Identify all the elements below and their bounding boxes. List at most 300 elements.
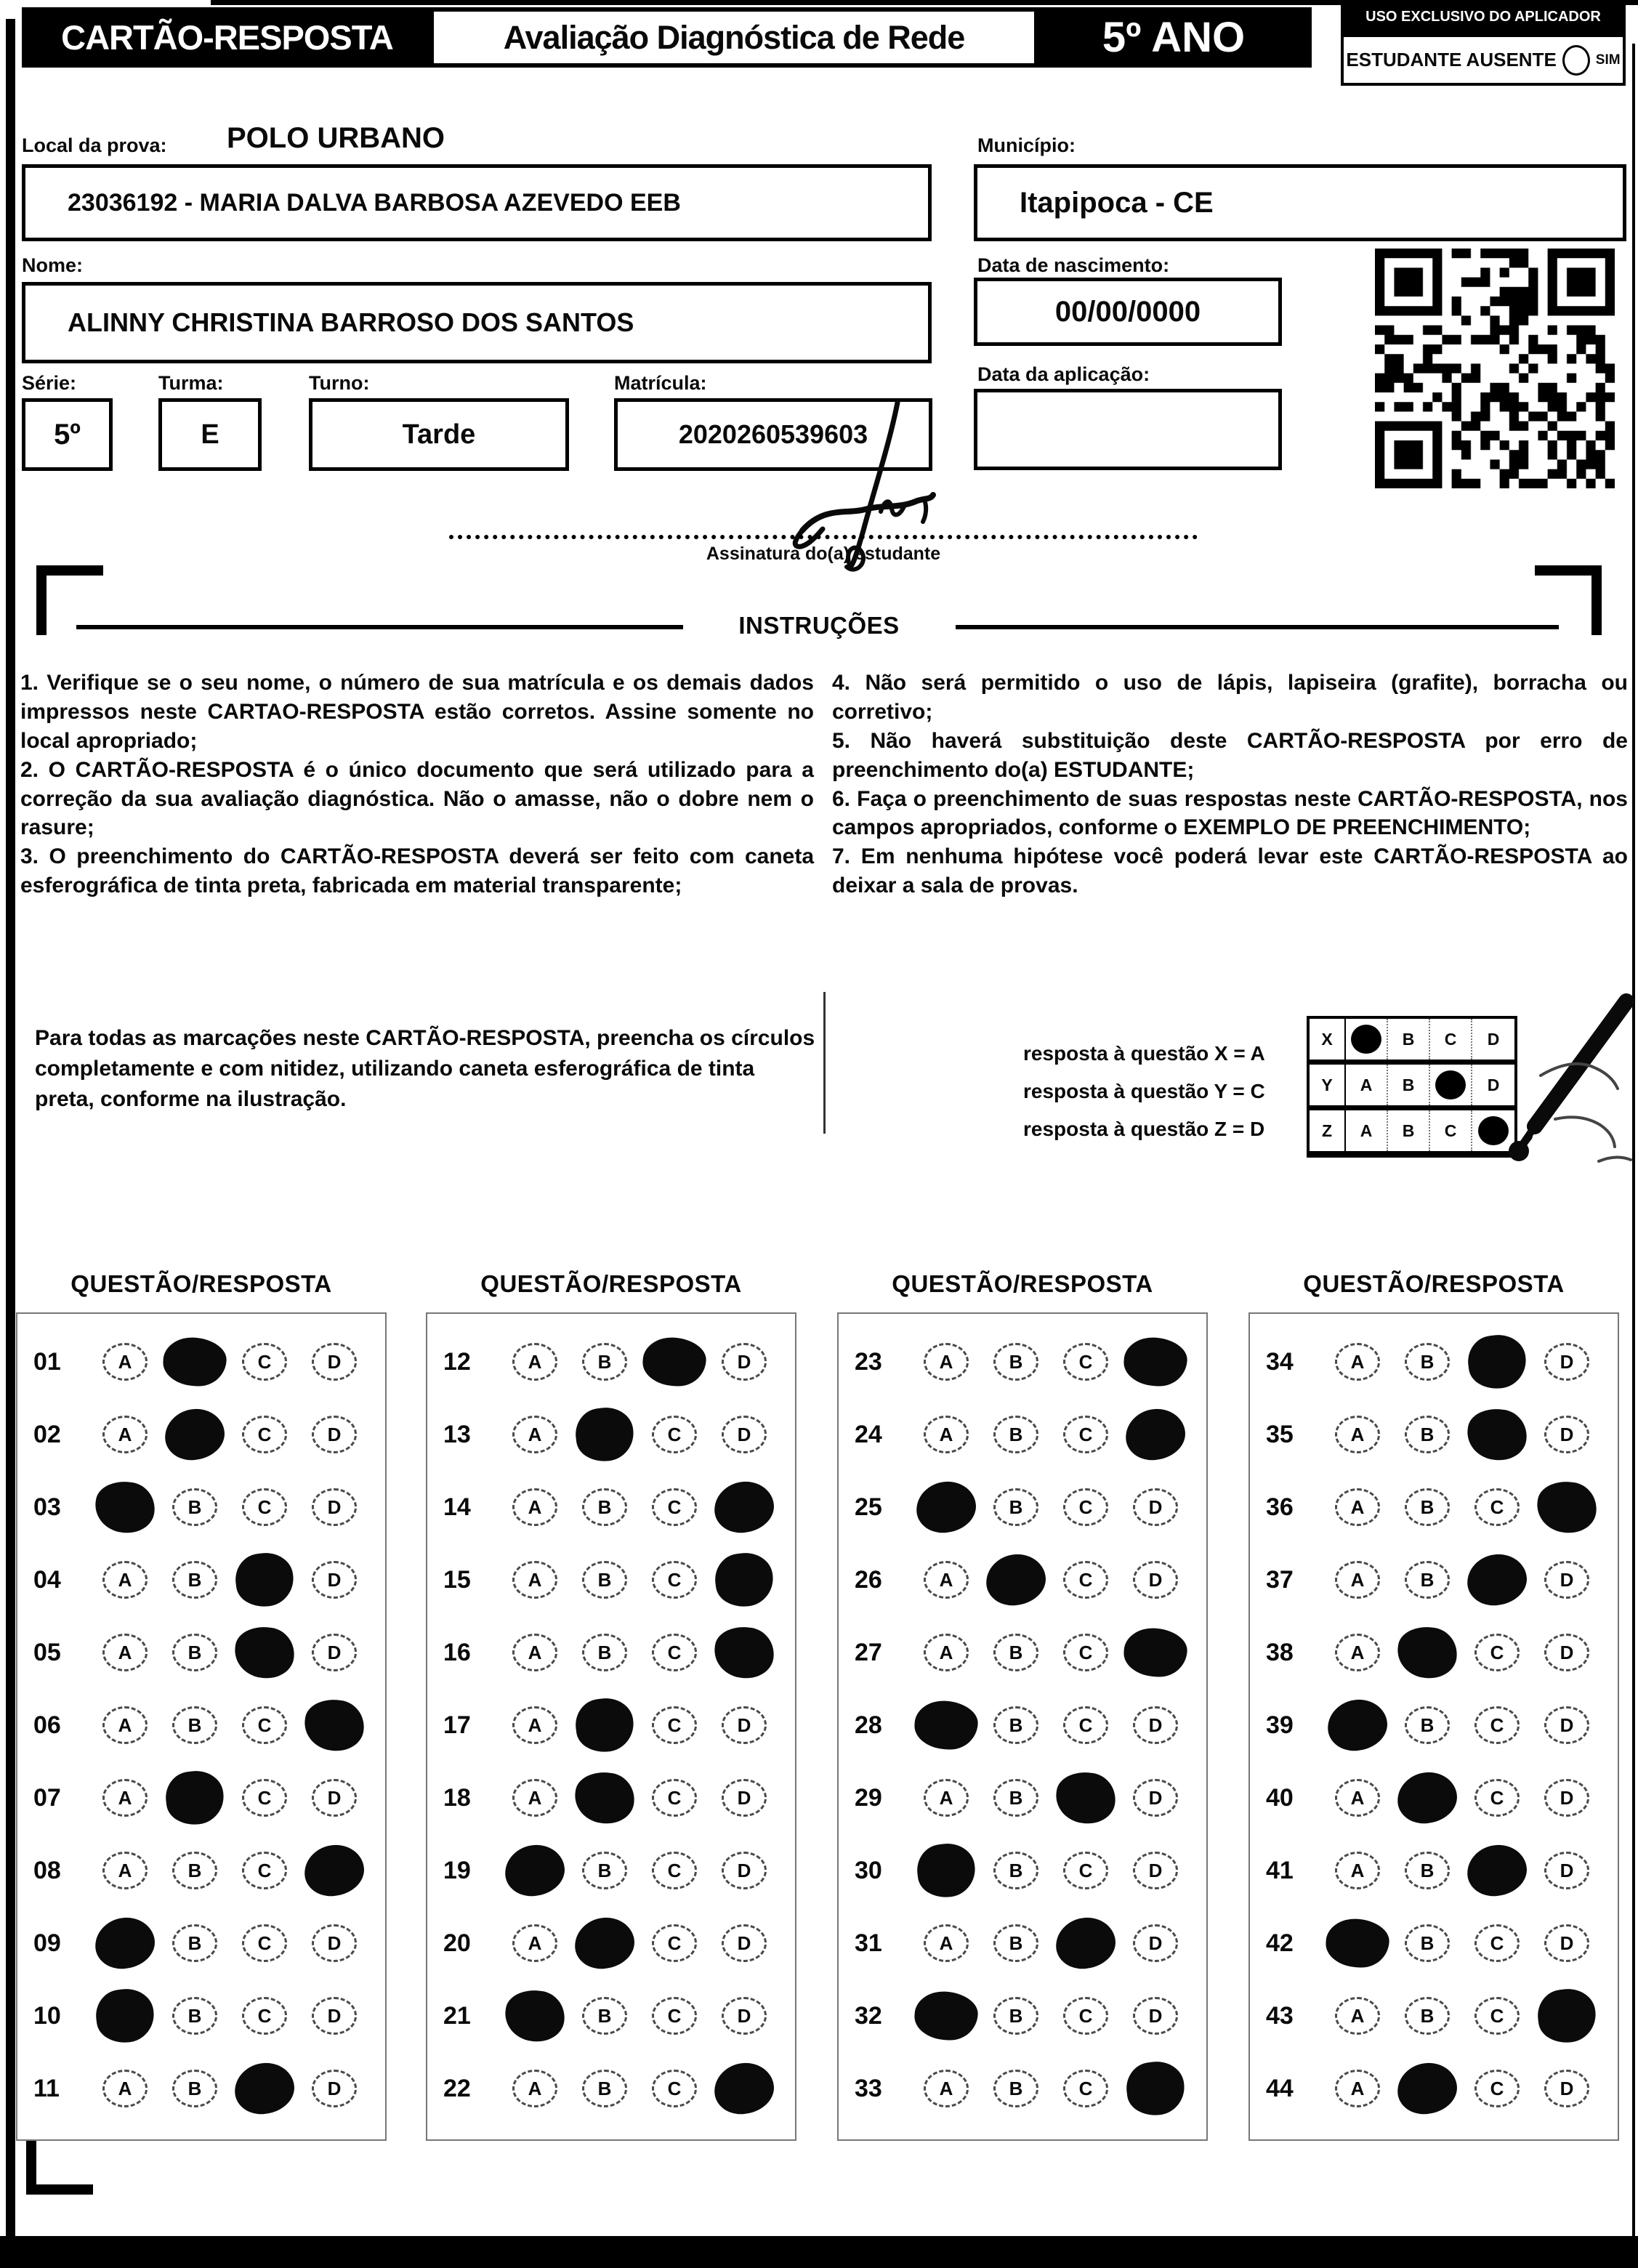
answer-bubble-D[interactable]: [1544, 2070, 1589, 2107]
option-slot-B[interactable]: [1392, 2063, 1462, 2114]
option-slot-A[interactable]: [500, 2070, 570, 2107]
option-slot-B[interactable]: [981, 1554, 1051, 1605]
answer-bubble-B[interactable]: [172, 1852, 217, 1889]
option-slot-C[interactable]: [1051, 2070, 1121, 2107]
answer-bubble-B[interactable]: [1405, 1852, 1450, 1889]
answer-bubble-A[interactable]: [924, 1343, 969, 1381]
answer-bubble-C[interactable]: [652, 1416, 697, 1453]
option-slot-C[interactable]: [640, 1488, 709, 1526]
option-slot-D[interactable]: [709, 1627, 779, 1678]
option-slot-C[interactable]: [640, 1997, 709, 2035]
aplicacao-field[interactable]: [974, 389, 1282, 470]
option-slot-B[interactable]: [570, 1700, 640, 1751]
option-slot-B[interactable]: [1392, 1924, 1462, 1962]
answer-bubble-D[interactable]: [312, 1634, 357, 1671]
option-slot-B[interactable]: [160, 1634, 230, 1671]
option-slot-B[interactable]: [570, 1488, 640, 1526]
answer-bubble-D[interactable]: [312, 1343, 357, 1381]
option-slot-B[interactable]: [1392, 1706, 1462, 1744]
option-slot-C[interactable]: [1462, 1779, 1532, 1817]
answer-bubble-C[interactable]: [242, 1488, 287, 1526]
option-slot-A[interactable]: [1323, 1779, 1392, 1817]
option-slot-C[interactable]: [1462, 2070, 1532, 2107]
option-slot-A[interactable]: [90, 1416, 160, 1453]
option-slot-A[interactable]: [90, 1343, 160, 1381]
option-slot-B[interactable]: [1392, 1561, 1462, 1599]
option-slot-B[interactable]: [160, 1706, 230, 1744]
answer-bubble-B[interactable]: [993, 1779, 1038, 1817]
answer-bubble-D[interactable]: [722, 1924, 767, 1962]
answer-bubble-C[interactable]: [652, 1852, 697, 1889]
option-slot-D[interactable]: [1121, 1561, 1190, 1599]
option-slot-A[interactable]: [500, 1990, 570, 2041]
answer-bubble-C[interactable]: [1474, 1997, 1520, 2035]
answer-bubble-D[interactable]: [1133, 1924, 1178, 1962]
answer-bubble-A[interactable]: [512, 2070, 557, 2107]
option-slot-C[interactable]: [1051, 1706, 1121, 1744]
answer-bubble-B[interactable]: [172, 1561, 217, 1599]
answer-bubble-A[interactable]: [1335, 1852, 1380, 1889]
answer-bubble-B[interactable]: [993, 1343, 1038, 1381]
option-slot-B[interactable]: [981, 1343, 1051, 1381]
option-slot-D[interactable]: [709, 1416, 779, 1453]
option-slot-D[interactable]: [1532, 1779, 1602, 1817]
answer-bubble-B[interactable]: [582, 1997, 627, 2035]
option-slot-A[interactable]: [911, 2070, 981, 2107]
answer-bubble-B[interactable]: [993, 2070, 1038, 2107]
option-slot-B[interactable]: [570, 1561, 640, 1599]
answer-bubble-C[interactable]: [242, 1924, 287, 1962]
option-slot-B[interactable]: [981, 1488, 1051, 1526]
option-slot-C[interactable]: [640, 1779, 709, 1817]
answer-bubble-D[interactable]: [722, 1706, 767, 1744]
option-slot-A[interactable]: [90, 1779, 160, 1817]
answer-bubble-D[interactable]: [1133, 1488, 1178, 1526]
option-slot-C[interactable]: [230, 2063, 299, 2114]
answer-bubble-A[interactable]: [1335, 1779, 1380, 1817]
answer-bubble-B[interactable]: [582, 1343, 627, 1381]
answer-bubble-A[interactable]: [924, 1924, 969, 1962]
option-slot-D[interactable]: [1121, 1409, 1190, 1460]
option-slot-B[interactable]: [981, 1634, 1051, 1671]
answer-bubble-B[interactable]: [1405, 1997, 1450, 2035]
answer-bubble-D[interactable]: [1544, 1706, 1589, 1744]
option-slot-B[interactable]: [981, 1924, 1051, 1962]
option-slot-D[interactable]: [709, 1554, 779, 1605]
option-slot-D[interactable]: [299, 1343, 369, 1381]
option-slot-A[interactable]: [911, 1845, 981, 1896]
option-slot-A[interactable]: [90, 2070, 160, 2107]
answer-bubble-D[interactable]: [722, 1416, 767, 1453]
answer-bubble-D[interactable]: [1544, 1924, 1589, 1962]
answer-bubble-C[interactable]: [1063, 2070, 1108, 2107]
option-slot-B[interactable]: [1392, 1416, 1462, 1453]
option-slot-D[interactable]: [1121, 1488, 1190, 1526]
answer-bubble-A[interactable]: [924, 1561, 969, 1599]
answer-bubble-B[interactable]: [993, 1488, 1038, 1526]
option-slot-B[interactable]: [570, 1772, 640, 1823]
answer-bubble-C[interactable]: [1474, 1924, 1520, 1962]
answer-bubble-C[interactable]: [1063, 1561, 1108, 1599]
answer-bubble-C[interactable]: [1474, 1634, 1520, 1671]
option-slot-A[interactable]: [911, 1482, 981, 1533]
option-slot-C[interactable]: [640, 1561, 709, 1599]
option-slot-A[interactable]: [90, 1918, 160, 1969]
answer-bubble-A[interactable]: [1335, 1416, 1380, 1453]
option-slot-C[interactable]: [230, 1997, 299, 2035]
option-slot-B[interactable]: [160, 1924, 230, 1962]
answer-bubble-C[interactable]: [242, 1416, 287, 1453]
answer-bubble-C[interactable]: [1063, 1416, 1108, 1453]
option-slot-C[interactable]: [230, 1779, 299, 1817]
answer-bubble-C[interactable]: [652, 1779, 697, 1817]
option-slot-C[interactable]: [1462, 1997, 1532, 2035]
option-slot-D[interactable]: [1121, 1779, 1190, 1817]
option-slot-A[interactable]: [500, 1924, 570, 1962]
answer-bubble-B[interactable]: [993, 1706, 1038, 1744]
option-slot-A[interactable]: [1323, 1918, 1392, 1969]
option-slot-C[interactable]: [1051, 1997, 1121, 2035]
option-slot-D[interactable]: [299, 1779, 369, 1817]
option-slot-C[interactable]: [1051, 1634, 1121, 1671]
answer-bubble-B[interactable]: [993, 1924, 1038, 1962]
option-slot-B[interactable]: [981, 1852, 1051, 1889]
answer-bubble-D[interactable]: [1133, 1561, 1178, 1599]
option-slot-C[interactable]: [1051, 1918, 1121, 1969]
option-slot-B[interactable]: [1392, 1772, 1462, 1823]
answer-bubble-A[interactable]: [102, 2070, 148, 2107]
option-slot-C[interactable]: [640, 1634, 709, 1671]
answer-bubble-B[interactable]: [993, 1634, 1038, 1671]
option-slot-A[interactable]: [911, 1343, 981, 1381]
answer-bubble-A[interactable]: [512, 1416, 557, 1453]
option-slot-C[interactable]: [1051, 1343, 1121, 1381]
option-slot-A[interactable]: [1323, 1488, 1392, 1526]
answer-bubble-C[interactable]: [1474, 1779, 1520, 1817]
option-slot-A[interactable]: [500, 1634, 570, 1671]
answer-bubble-B[interactable]: [172, 1997, 217, 2035]
option-slot-A[interactable]: [1323, 1561, 1392, 1599]
option-slot-D[interactable]: [709, 1924, 779, 1962]
answer-bubble-C[interactable]: [1063, 1997, 1108, 2035]
option-slot-B[interactable]: [1392, 1343, 1462, 1381]
option-slot-A[interactable]: [911, 1561, 981, 1599]
option-slot-B[interactable]: [1392, 1997, 1462, 2035]
answer-bubble-A[interactable]: [102, 1634, 148, 1671]
option-slot-C[interactable]: [1051, 1488, 1121, 1526]
option-slot-B[interactable]: [981, 1997, 1051, 2035]
option-slot-C[interactable]: [230, 1488, 299, 1526]
option-slot-A[interactable]: [500, 1561, 570, 1599]
answer-bubble-C[interactable]: [1474, 1706, 1520, 1744]
option-slot-C[interactable]: [1462, 1409, 1532, 1460]
option-slot-D[interactable]: [1121, 1627, 1190, 1678]
answer-bubble-C[interactable]: [242, 1706, 287, 1744]
option-slot-B[interactable]: [1392, 1852, 1462, 1889]
option-slot-D[interactable]: [299, 1924, 369, 1962]
option-slot-A[interactable]: [911, 1416, 981, 1453]
answer-bubble-A[interactable]: [1335, 1343, 1380, 1381]
option-slot-D[interactable]: [709, 1852, 779, 1889]
option-slot-C[interactable]: [640, 1706, 709, 1744]
answer-bubble-C[interactable]: [242, 1343, 287, 1381]
answer-bubble-D[interactable]: [312, 1561, 357, 1599]
answer-bubble-A[interactable]: [102, 1706, 148, 1744]
option-slot-D[interactable]: [1532, 1990, 1602, 2041]
answer-bubble-D[interactable]: [722, 1343, 767, 1381]
answer-bubble-A[interactable]: [1335, 1634, 1380, 1671]
answer-bubble-A[interactable]: [1335, 2070, 1380, 2107]
option-slot-C[interactable]: [1462, 1634, 1532, 1671]
option-slot-A[interactable]: [911, 1924, 981, 1962]
option-slot-D[interactable]: [299, 1700, 369, 1751]
answer-bubble-A[interactable]: [512, 1779, 557, 1817]
answer-bubble-C[interactable]: [1474, 2070, 1520, 2107]
answer-bubble-C[interactable]: [1063, 1634, 1108, 1671]
option-slot-D[interactable]: [1532, 1343, 1602, 1381]
option-slot-C[interactable]: [230, 1924, 299, 1962]
option-slot-A[interactable]: [1323, 1634, 1392, 1671]
answer-bubble-A[interactable]: [924, 1779, 969, 1817]
answer-bubble-B[interactable]: [1405, 1706, 1450, 1744]
option-slot-A[interactable]: [1323, 1343, 1392, 1381]
option-slot-C[interactable]: [640, 1924, 709, 1962]
answer-bubble-B[interactable]: [172, 1634, 217, 1671]
answer-bubble-B[interactable]: [1405, 1343, 1450, 1381]
answer-bubble-A[interactable]: [924, 1634, 969, 1671]
answer-bubble-A[interactable]: [512, 1488, 557, 1526]
answer-bubble-B[interactable]: [993, 1416, 1038, 1453]
answer-bubble-D[interactable]: [312, 1416, 357, 1453]
answer-bubble-C[interactable]: [242, 1779, 287, 1817]
answer-bubble-A[interactable]: [924, 1416, 969, 1453]
answer-bubble-B[interactable]: [993, 1997, 1038, 2035]
answer-bubble-A[interactable]: [102, 1561, 148, 1599]
answer-bubble-B[interactable]: [582, 1561, 627, 1599]
option-slot-B[interactable]: [160, 2070, 230, 2107]
answer-bubble-A[interactable]: [512, 1706, 557, 1744]
signature-line[interactable]: [449, 509, 1198, 539]
option-slot-B[interactable]: [570, 1634, 640, 1671]
option-slot-D[interactable]: [299, 1997, 369, 2035]
answer-bubble-D[interactable]: [1133, 1997, 1178, 2035]
option-slot-C[interactable]: [1462, 1845, 1532, 1896]
option-slot-D[interactable]: [1121, 1852, 1190, 1889]
option-slot-C[interactable]: [1462, 1336, 1532, 1387]
option-slot-B[interactable]: [570, 1918, 640, 1969]
option-slot-D[interactable]: [1121, 1706, 1190, 1744]
answer-bubble-D[interactable]: [312, 1924, 357, 1962]
option-slot-B[interactable]: [160, 1488, 230, 1526]
option-slot-D[interactable]: [1121, 1336, 1190, 1387]
option-slot-D[interactable]: [1121, 1997, 1190, 2035]
option-slot-A[interactable]: [911, 1634, 981, 1671]
option-slot-C[interactable]: [1462, 1488, 1532, 1526]
option-slot-A[interactable]: [500, 1779, 570, 1817]
answer-bubble-A[interactable]: [512, 1924, 557, 1962]
option-slot-A[interactable]: [911, 1990, 981, 2041]
option-slot-C[interactable]: [1051, 1772, 1121, 1823]
answer-bubble-D[interactable]: [722, 1779, 767, 1817]
answer-bubble-D[interactable]: [1544, 1634, 1589, 1671]
answer-bubble-C[interactable]: [1063, 1852, 1108, 1889]
answer-bubble-B[interactable]: [582, 1634, 627, 1671]
option-slot-D[interactable]: [1532, 2070, 1602, 2107]
answer-bubble-C[interactable]: [652, 1997, 697, 2035]
option-slot-A[interactable]: [90, 1634, 160, 1671]
answer-bubble-A[interactable]: [102, 1852, 148, 1889]
answer-bubble-B[interactable]: [993, 1852, 1038, 1889]
answer-bubble-D[interactable]: [312, 1488, 357, 1526]
option-slot-C[interactable]: [1462, 1554, 1532, 1605]
option-slot-A[interactable]: [1323, 2070, 1392, 2107]
answer-bubble-A[interactable]: [924, 2070, 969, 2107]
option-slot-A[interactable]: [90, 1852, 160, 1889]
option-slot-C[interactable]: [640, 2070, 709, 2107]
answer-bubble-C[interactable]: [242, 1997, 287, 2035]
answer-bubble-D[interactable]: [1133, 1706, 1178, 1744]
option-slot-A[interactable]: [500, 1845, 570, 1896]
answer-bubble-A[interactable]: [1335, 1561, 1380, 1599]
option-slot-B[interactable]: [160, 1772, 230, 1823]
option-slot-B[interactable]: [981, 2070, 1051, 2107]
option-slot-A[interactable]: [1323, 1700, 1392, 1751]
option-slot-A[interactable]: [500, 1706, 570, 1744]
answer-bubble-A[interactable]: [1335, 1488, 1380, 1526]
answer-bubble-B[interactable]: [1405, 1924, 1450, 1962]
option-slot-C[interactable]: [640, 1416, 709, 1453]
answer-bubble-D[interactable]: [1133, 1852, 1178, 1889]
option-slot-D[interactable]: [1532, 1482, 1602, 1533]
option-slot-C[interactable]: [230, 1416, 299, 1453]
answer-bubble-B[interactable]: [1405, 1488, 1450, 1526]
option-slot-D[interactable]: [1532, 1852, 1602, 1889]
option-slot-B[interactable]: [570, 2070, 640, 2107]
option-slot-B[interactable]: [981, 1706, 1051, 1744]
answer-bubble-B[interactable]: [582, 1488, 627, 1526]
option-slot-B[interactable]: [160, 1852, 230, 1889]
option-slot-D[interactable]: [1532, 1416, 1602, 1453]
option-slot-A[interactable]: [1323, 1416, 1392, 1453]
answer-bubble-D[interactable]: [312, 2070, 357, 2107]
option-slot-A[interactable]: [911, 1700, 981, 1751]
option-slot-B[interactable]: [160, 1561, 230, 1599]
option-slot-D[interactable]: [299, 1488, 369, 1526]
option-slot-D[interactable]: [299, 1561, 369, 1599]
option-slot-C[interactable]: [1051, 1561, 1121, 1599]
answer-bubble-A[interactable]: [512, 1343, 557, 1381]
option-slot-C[interactable]: [230, 1343, 299, 1381]
answer-bubble-C[interactable]: [242, 1852, 287, 1889]
answer-bubble-D[interactable]: [312, 1997, 357, 2035]
option-slot-C[interactable]: [230, 1852, 299, 1889]
option-slot-A[interactable]: [1323, 1852, 1392, 1889]
answer-bubble-C[interactable]: [652, 1488, 697, 1526]
option-slot-D[interactable]: [299, 1845, 369, 1896]
answer-bubble-A[interactable]: [1335, 1997, 1380, 2035]
option-slot-D[interactable]: [1121, 2063, 1190, 2114]
option-slot-C[interactable]: [1051, 1416, 1121, 1453]
option-slot-D[interactable]: [1532, 1561, 1602, 1599]
option-slot-D[interactable]: [299, 1416, 369, 1453]
answer-bubble-B[interactable]: [582, 1852, 627, 1889]
option-slot-B[interactable]: [570, 1997, 640, 2035]
option-slot-B[interactable]: [570, 1852, 640, 1889]
option-slot-D[interactable]: [709, 2063, 779, 2114]
answer-bubble-B[interactable]: [582, 2070, 627, 2107]
absent-bubble[interactable]: [1562, 45, 1590, 76]
answer-bubble-D[interactable]: [1544, 1416, 1589, 1453]
answer-bubble-B[interactable]: [1405, 1416, 1450, 1453]
answer-bubble-D[interactable]: [722, 1852, 767, 1889]
answer-bubble-C[interactable]: [1063, 1488, 1108, 1526]
answer-bubble-C[interactable]: [1063, 1343, 1108, 1381]
option-slot-A[interactable]: [500, 1488, 570, 1526]
option-slot-C[interactable]: [1462, 1706, 1532, 1744]
answer-bubble-D[interactable]: [1133, 1779, 1178, 1817]
answer-bubble-C[interactable]: [652, 1634, 697, 1671]
answer-bubble-B[interactable]: [172, 1488, 217, 1526]
option-slot-B[interactable]: [160, 1336, 230, 1387]
answer-bubble-A[interactable]: [102, 1416, 148, 1453]
answer-bubble-C[interactable]: [1063, 1706, 1108, 1744]
option-slot-D[interactable]: [709, 1997, 779, 2035]
option-slot-B[interactable]: [1392, 1488, 1462, 1526]
option-slot-D[interactable]: [709, 1343, 779, 1381]
option-slot-D[interactable]: [709, 1706, 779, 1744]
option-slot-C[interactable]: [1051, 1852, 1121, 1889]
option-slot-A[interactable]: [911, 1779, 981, 1817]
option-slot-A[interactable]: [90, 1482, 160, 1533]
option-slot-A[interactable]: [90, 1706, 160, 1744]
answer-bubble-A[interactable]: [102, 1779, 148, 1817]
answer-bubble-D[interactable]: [722, 1997, 767, 2035]
answer-bubble-B[interactable]: [172, 1924, 217, 1962]
option-slot-D[interactable]: [299, 2070, 369, 2107]
answer-bubble-A[interactable]: [512, 1561, 557, 1599]
option-slot-A[interactable]: [500, 1343, 570, 1381]
option-slot-D[interactable]: [1532, 1634, 1602, 1671]
option-slot-C[interactable]: [640, 1336, 709, 1387]
answer-bubble-D[interactable]: [1544, 1561, 1589, 1599]
option-slot-B[interactable]: [981, 1416, 1051, 1453]
option-slot-B[interactable]: [160, 1409, 230, 1460]
option-slot-B[interactable]: [570, 1409, 640, 1460]
answer-bubble-C[interactable]: [652, 2070, 697, 2107]
answer-bubble-A[interactable]: [102, 1343, 148, 1381]
option-slot-D[interactable]: [709, 1779, 779, 1817]
answer-bubble-B[interactable]: [1405, 1561, 1450, 1599]
option-slot-D[interactable]: [299, 1634, 369, 1671]
option-slot-B[interactable]: [1392, 1627, 1462, 1678]
option-slot-C[interactable]: [640, 1852, 709, 1889]
option-slot-B[interactable]: [160, 1997, 230, 2035]
option-slot-D[interactable]: [1121, 1924, 1190, 1962]
option-slot-C[interactable]: [230, 1706, 299, 1744]
answer-bubble-D[interactable]: [1544, 1852, 1589, 1889]
option-slot-B[interactable]: [570, 1343, 640, 1381]
option-slot-B[interactable]: [981, 1779, 1051, 1817]
answer-bubble-A[interactable]: [512, 1634, 557, 1671]
answer-bubble-B[interactable]: [172, 1706, 217, 1744]
option-slot-D[interactable]: [1532, 1706, 1602, 1744]
answer-bubble-D[interactable]: [1544, 1343, 1589, 1381]
option-slot-C[interactable]: [230, 1627, 299, 1678]
option-slot-D[interactable]: [709, 1482, 779, 1533]
option-slot-C[interactable]: [230, 1554, 299, 1605]
option-slot-D[interactable]: [1532, 1924, 1602, 1962]
answer-bubble-C[interactable]: [1474, 1488, 1520, 1526]
